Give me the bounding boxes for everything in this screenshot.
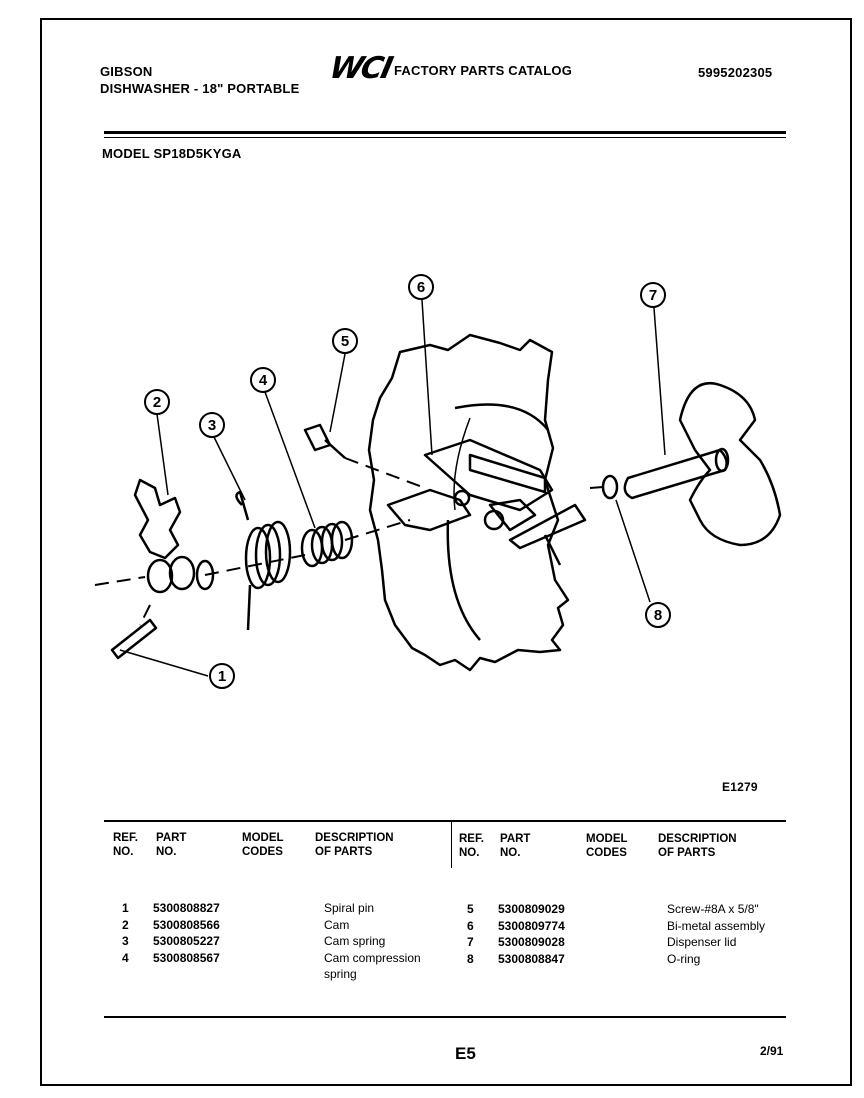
- header-part-right: PART NO.: [500, 833, 531, 859]
- product-title: DISHWASHER - 18" PORTABLE: [100, 81, 300, 96]
- callout-8-label: 8: [653, 607, 663, 624]
- callout-2-label: 2: [152, 394, 162, 411]
- header-desc-right: DESCRIPTION OF PARTS: [658, 833, 737, 859]
- callout-6-label: 6: [416, 279, 426, 296]
- left-ref-column: [122, 900, 129, 966]
- header-ref-right: REF. NO.: [459, 833, 484, 859]
- cam-compression-spring: [302, 522, 352, 566]
- table-row: 5: [467, 902, 474, 916]
- right-desc-column: Screw-#8A x 5/8" Bi-metal assembly Dispenser lid O-ring: [667, 902, 766, 966]
- lid-pin: [625, 450, 727, 498]
- table-row: 3: [122, 934, 129, 948]
- callout-1-label: 1: [217, 668, 227, 685]
- callout-5-label: 5: [340, 333, 350, 350]
- cam-spring: [236, 492, 290, 630]
- table-bottom-rule: [104, 1016, 786, 1018]
- callout-3-label: 3: [207, 417, 217, 434]
- right-part-column: 5300809029 5300809774 5300809028 5300808847: [498, 902, 565, 966]
- revision-date: 2/91: [760, 1044, 784, 1058]
- spiral-pin: [112, 620, 156, 658]
- table-row: 8: [467, 951, 474, 966]
- page-number: E5: [455, 1044, 476, 1063]
- table-divider: [451, 822, 452, 868]
- screw: [305, 425, 330, 450]
- table-row: 6: [467, 918, 474, 933]
- o-ring: [603, 476, 617, 498]
- table-top-rule: [104, 820, 786, 822]
- wci-logo: WCI: [326, 51, 395, 86]
- header-model: MODEL CODES: [242, 832, 284, 858]
- dispenser-lid: [680, 383, 780, 545]
- model-label: MODEL SP18D5KYGA: [102, 146, 242, 161]
- left-part-column: 5300808827 5300808566 5300805227 5300808567: [153, 901, 220, 965]
- brand: GIBSON: [100, 64, 153, 79]
- callout-7-label: 7: [648, 287, 658, 304]
- catalog-title: FACTORY PARTS CATALOG: [394, 63, 573, 78]
- header-desc: DESCRIPTION OF PARTS: [315, 832, 394, 858]
- header-model-right: MODEL CODES: [586, 833, 628, 859]
- catalog-number: 5995202305: [698, 65, 773, 80]
- left-desc-column: Spiral pin Cam Cam spring Cam compression spring: [324, 901, 421, 981]
- table-row: 7: [467, 935, 474, 949]
- callout-4-label: 4: [258, 372, 268, 389]
- table-row: 4: [122, 950, 129, 965]
- right-ref-column: [467, 901, 474, 967]
- figure-code: E1279: [722, 780, 758, 794]
- header-ref: REF. NO.: [113, 832, 138, 858]
- cam: [135, 480, 180, 558]
- header-part: PART NO.: [156, 832, 187, 858]
- table-row: 1: [122, 901, 129, 915]
- table-row: 2: [122, 917, 129, 932]
